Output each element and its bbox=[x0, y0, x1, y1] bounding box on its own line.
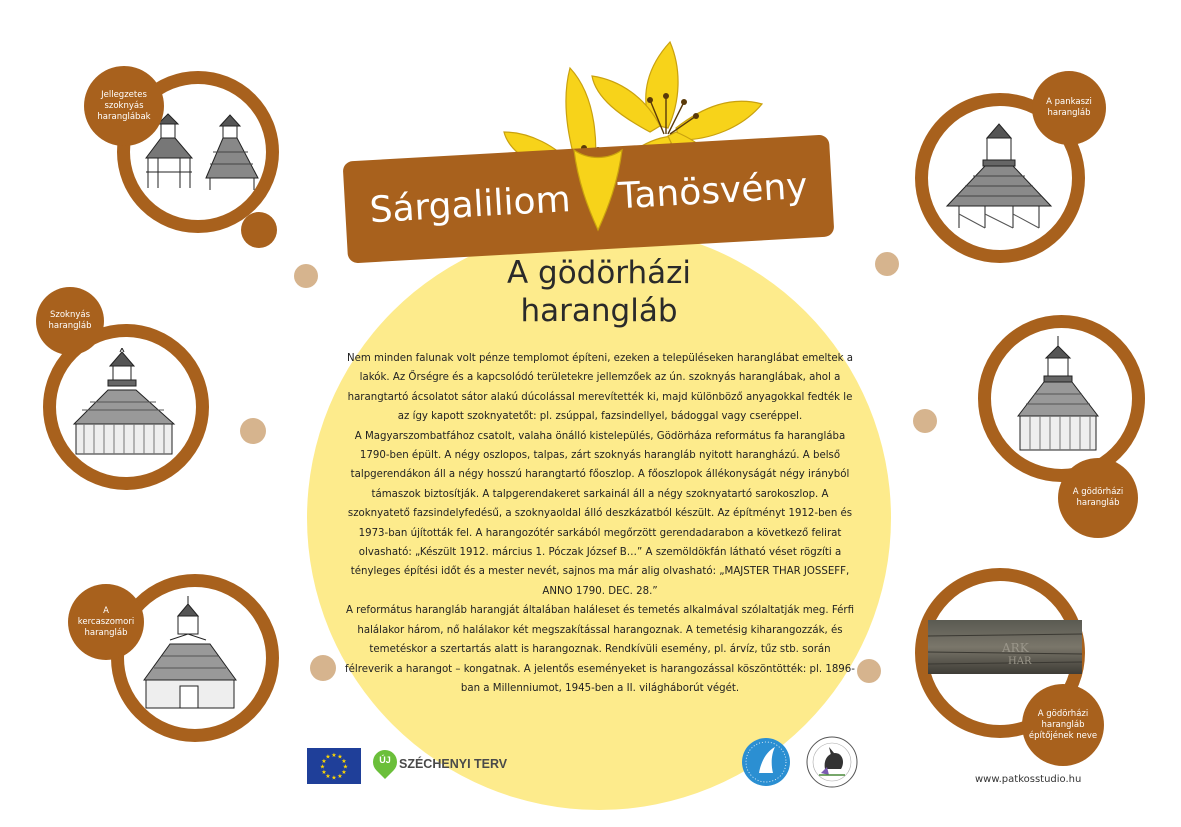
connector-dot bbox=[240, 418, 266, 444]
banner-word-1: Sárgaliliom bbox=[368, 178, 572, 231]
national-park-bird-logo bbox=[741, 737, 791, 787]
connector-dot bbox=[875, 252, 899, 276]
svg-text:★: ★ bbox=[321, 769, 327, 776]
badge-builder-name: A gödörházi harangláb építőjének neve bbox=[1022, 684, 1104, 766]
svg-text:★: ★ bbox=[319, 763, 326, 771]
badge-pankasz: A pankaszi harangláb bbox=[1032, 71, 1106, 145]
badge-skirted-belfry: Szoknyás harangláb bbox=[36, 287, 104, 355]
svg-text:★: ★ bbox=[341, 769, 347, 776]
orseg-national-park-logo bbox=[805, 735, 859, 789]
body-paragraph-1: Nem minden falunak volt pénze templomot építeni, ezeken a településeken haranglábat emeltek a lakók. Az Őrségre és a kapcsolódó területekre jellemzőek az ún. szoknyás haranglábak, ahol a harangtartó ácsolatot sátor alakú dúcolással merevítették ki, majd különböző anyagokkal fedték le az így kapott szoknyatetőt: pl. zsúppal, fazsindellyel, bádoggal vagy cseréppel. bbox=[346, 353, 854, 423]
szechenyi-logo-text: SZÉCHENYI TERV bbox=[399, 757, 508, 771]
svg-text:ARK: ARK bbox=[1002, 641, 1029, 655]
szechenyi-uj-label: ÚJ bbox=[379, 755, 391, 765]
skirted-belfry-drawing bbox=[70, 348, 180, 460]
page-title-line-2: harangláb bbox=[520, 293, 678, 329]
body-text bbox=[345, 349, 855, 698]
kercaszomor-belfry-drawing bbox=[140, 594, 240, 712]
svg-text:★: ★ bbox=[331, 752, 337, 759]
connector-dot bbox=[857, 659, 881, 683]
footer-url: www.patkosstudio.hu bbox=[975, 774, 1082, 785]
svg-text:★: ★ bbox=[337, 753, 343, 761]
svg-text:★: ★ bbox=[337, 773, 343, 780]
svg-text:★: ★ bbox=[342, 763, 349, 771]
connector-dot bbox=[294, 264, 318, 288]
svg-text:★: ★ bbox=[325, 753, 331, 761]
eu-flag-logo bbox=[307, 748, 361, 784]
badge-typical-belfries: Jellegzetes szoknyás haranglábak bbox=[84, 66, 164, 146]
svg-text:★: ★ bbox=[341, 758, 347, 765]
carved-beam-photo bbox=[928, 618, 1082, 676]
body-paragraph-3: A református harangláb harangját általában haláleset és temetés alkalmával szólaltatják meg. Férfi halálakor három, nő halálakor két megszakítással harangoznak. A temetésig kiharangozzák, és temetéskor a szertartás alatt is harangoznak. Rendkívüli esemény, pl. árvíz, tűz stb. során félreverik a harangot – kongatnak. A jelentős eseményeket is harangozással köszöntötték: pl. 1896-ban a Millenniumot, 1945-ben a II. világháborút végét. bbox=[345, 605, 855, 694]
badge-godorhaza: A gödörházi harangláb bbox=[1058, 458, 1138, 538]
lily-stem bbox=[568, 146, 628, 232]
body-paragraph-2: A Magyarszombatfához csatolt, valaha önálló kistelepülés, Gödörháza református fa haranglába 1790-ben épült. A négy oszlopos, talpas, zárt szoknyás harangláb nyitott harangházú. A belső talpgerendákon áll a négy hosszú harangtartó főoszlop. A főoszlopok állékonyságát négy irányból támaszok biztosítják. A talpgerendakeret sarkainál áll a négy szoknyatartó sarokoszlop. A szoknyatető fazsindelyfedésű, a szoknyaoldal álló deszkázatból készült. Az építményt 1912-ben és 1973-ban újították fel. A harangozótér sarkából megőrzött gerendadarabon a következő felirat olvasható: „Készült 1912. március 1. Póczak József B…” A szemöldökfán látható véset rögzíti a tényleges építési időt és a mester nevét, sajnos ma már alig olvasható: „MAJSTER THAR JOSSEFF, ANNO 1790. DEC. 28.” bbox=[347, 430, 853, 597]
connector-dot bbox=[913, 409, 937, 433]
page-title bbox=[440, 254, 758, 330]
svg-text:★: ★ bbox=[325, 773, 331, 780]
connector-dot bbox=[241, 212, 277, 248]
banner-word-2: Tanösvény bbox=[617, 165, 809, 217]
badge-kercaszomor: A kercaszomori harangláb bbox=[68, 584, 144, 660]
godorhaza-belfry-drawing bbox=[1010, 334, 1106, 456]
svg-text:★: ★ bbox=[331, 774, 337, 782]
svg-text:HAR: HAR bbox=[1008, 656, 1032, 667]
page-title-line-1: A gödörházi bbox=[506, 255, 692, 291]
svg-text:★: ★ bbox=[321, 758, 327, 765]
connector-dot bbox=[310, 655, 336, 681]
